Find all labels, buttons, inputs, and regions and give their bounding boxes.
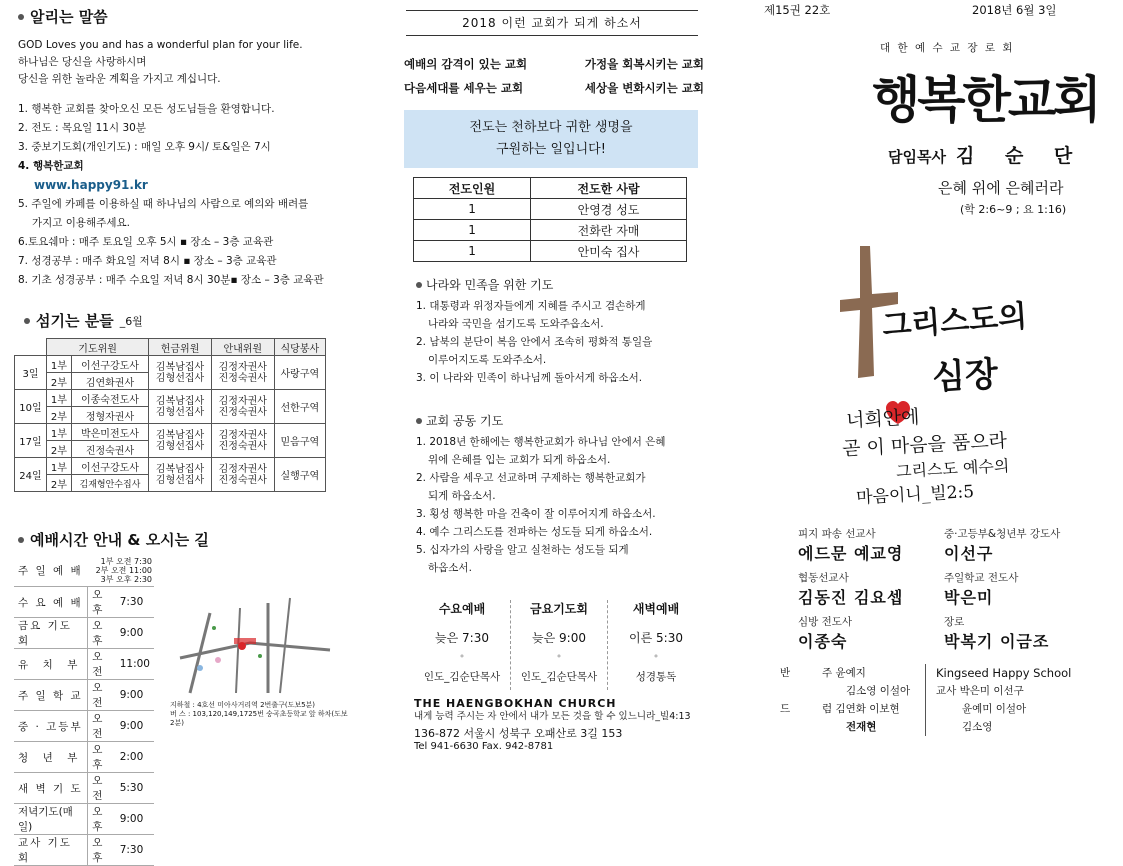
calligraphy-art: 그리스도의 심장 너희안에 곧 이 마음을 품으라 그리스도 예수의 마음이니_빌2:5: [836, 238, 1086, 508]
serving-table: 기도위원 헌금위원 안내위원 식당봉사 3일 1부 이선구강도사 김복남집사 김형선집사 김정자권사 진정숙권사 사랑구역 2부 김연화권사 10일 1부 이종숙전도사 김복남집사 김형선집사 김정자권사 진정숙권사 선한구역 2부 정형자권사 17일 1부 박은미전도사 김복남집사 김형선집사 김정자권사 진정숙권사 믿음구역 2부 진정숙권사 24일 1부 이선구강도사 김복남집사 김형선집사 김정자권사 진정숙권사 실행구역 2부 김재형안수집사: [14, 338, 326, 492]
sermon-title: 은혜 위에 은혜러라: [938, 179, 1064, 197]
right-column: [760, 0, 1110, 794]
bullet-icon: [24, 318, 30, 324]
evangelism-box: 전도는 천하보다 귀한 생명을 구원하는 일입니다!: [404, 110, 698, 168]
website-link[interactable]: www.happy91.kr: [34, 178, 148, 192]
worship-time-table: 수 요 예 배 오후 7:30 금요 기도회 오후 9:00 유 치 부 오전 11:00 주 일 학 교 오전 9:00 중 · 고등부 오전 9:00 청 년 부 오후 2:00 새 벽 기 도 오전 5:30 저녁기도(매일) 오후 9:00 교사 기도회 오후 7:30: [14, 587, 154, 866]
table-row: 10일 1부 이종숙전도사 김복남집사 김형선집사 김정자권사 진정숙권사 선한구역: [15, 390, 326, 407]
issue-number: 제15권 22호: [764, 3, 831, 17]
map-image: [170, 598, 340, 698]
table-row: 1 전화란 자매: [414, 220, 687, 241]
evangelism-table: 전도인원 전도한 사람 1 안영경 성도 1 전화란 자매 1 안미숙 집사: [413, 177, 687, 262]
footer: THE HAENGBOKHAN CHURCH 내게 능력 주시는 자 안에서 내가 모든 것을 할 수 있느니라_빌4:13 136-872 서울시 성북구 오패산로 3길 153 Tel 941-6630 Fax. 942-8781: [414, 697, 691, 752]
church-logo: 행복한교회: [872, 71, 1099, 129]
serving-title: 섬기는 분들 _6월: [24, 310, 143, 331]
table-row: 3일 1부 이선구강도사 김복남집사 김형선집사 김정자권사 진정숙권사 사랑구역: [15, 356, 326, 373]
notices-title: 알리는 말씀: [18, 6, 108, 27]
greeting: GOD Loves you and has a wonderful plan for your life. 하나님은 당신을 사랑하시며 당신을 위한 놀라운 계획을 가지고 계십니다.: [18, 39, 303, 85]
band-team: 반 주 윤예지 김소영 이설아 드 럼 김연화 이보현 전재현: [780, 664, 926, 736]
table-row: 24일 1부 이선구강도사 김복남집사 김형선집사 김정자권사 진정숙권사 실행구역: [15, 458, 326, 475]
bullet-icon: [416, 418, 422, 424]
bullet-icon: [18, 537, 24, 543]
notice-list: 1. 행복한 교회를 찾아오신 모든 성도님들을 환영합니다. 2. 전도 : 목요일 11시 30분 3. 중보기도회(개인기도) : 매일 오후 9시/ 토&일은 7시 4. 행복한교회 www.happy91.kr 5. 주일에 카페를 이용하실 때 하나님의 사람으로 예의와 배려를 가지고 이용해주세요. 6.토요쉐마 : 매주 토요일 오후 5시 ▪ 장소 – 3층 교육관 7. 성경공부 : 매주 화요일 저녁 8시 ▪ 장소 – 3층 교육관 8. 기초 성경공부 : 매주 수요일 저녁 8시 30분▪ 장소 – 3층 교육관: [18, 100, 358, 290]
duty-schedule: 수요예배 늦은 7:30 • 인도_김순단목사 금요기도회 늦은 9:00 • 인도_김순단목사 새벽예배 이른 5:30 • 성경통독: [414, 600, 704, 690]
church-goals: 예배의 감격이 있는 교회 가정을 회복시키는 교회 다음세대를 세우는 교회 세상을 변화시키는 교회: [404, 57, 704, 95]
bullet-icon: [416, 282, 422, 288]
staff-list: 피지 파송 선교사 에드문 예교영 중·고등부&청년부 강도사 이선구 협동선교사 김동진 김요셉 주일학교 전도사 박은미 심방 전도사 이종숙 장로 박복기 이금조: [798, 528, 1061, 651]
bullet-icon: [18, 14, 24, 20]
pastor: 담임목사 김 순 단: [888, 145, 1085, 167]
table-row: 17일 1부 박은미전도사 김복남집사 김형선집사 김정자권사 진정숙권사 믿음구역: [15, 424, 326, 441]
table-row: 1 안영경 성도: [414, 199, 687, 220]
issue-date: 2018년 6월 3일: [972, 3, 1057, 17]
worship-title: 예배시간 안내 & 오시는 길: [18, 529, 209, 550]
middle-column: [400, 0, 704, 794]
prayer-nation: 나라와 민족을 위한 기도 1. 대통령과 위정자들에게 지혜를 주시고 겸손하게 나라와 국민을 섬기도록 도와주옵소서. 2. 남북의 분단이 복음 안에서 조속히 평화적 통일을 이루어지도록 도와주소서. 3. 이 나라와 민족이 하나님께 돌아서게 하옵소서.: [416, 278, 653, 384]
worship-times: 주 일 예 배 1부 오전 7:30 2부 오전 11:00 3부 오후 2:30 수 요 예 배 오후 7:30 금요 기도회 오후 9:00 유 치 부 오전 11:00 주 일 학 교 오전 9:00 중 · 고등부 오전 9:00 청 년 부 오후 2:00 새 벽 기 도 오전 5:30 저녁기도(매일) 오후 9:00 교사 기도회 오후 7:30: [14, 555, 154, 866]
denomination: 대 한 예 수 교 장 로 회: [880, 42, 1015, 54]
table-row: 1 안미숙 집사: [414, 241, 687, 262]
mission-banner: 2018 이런 교회가 되게 하소서: [406, 10, 698, 36]
left-column: [14, 0, 354, 864]
prayer-church: 교회 공동 기도 1. 2018년 한해에는 행복한교회가 하나님 안에서 은혜 위에 은혜를 입는 교회가 되게 하옵소서. 2. 사람을 세우고 선교하며 구제하는 행복한교회가 되게 하옵소서. 3. 횡성 행복한 마을 건축이 잘 이루어지게 하옵소서. 4. 예수 그리스도를 전파하는 성도들 되게 하옵소서. 5. 십자가의 사랑을 알고 실천하는 성도들 되게 하옵소서.: [416, 414, 666, 574]
sermon-reference: (학 2:6~9 ; 요 1:16): [960, 203, 1067, 216]
location-map[interactable]: 지하철 : 4호선 미아사거리역 2번출구(도보5분) 버 스 : 103,120,149,1725번 숭곡초등학교 앞 하차(도보 2분): [170, 598, 350, 706]
kingseed-school: Kingseed Happy School 교사 박은미 이선구 윤예미 이설아 김소영: [936, 666, 1072, 733]
